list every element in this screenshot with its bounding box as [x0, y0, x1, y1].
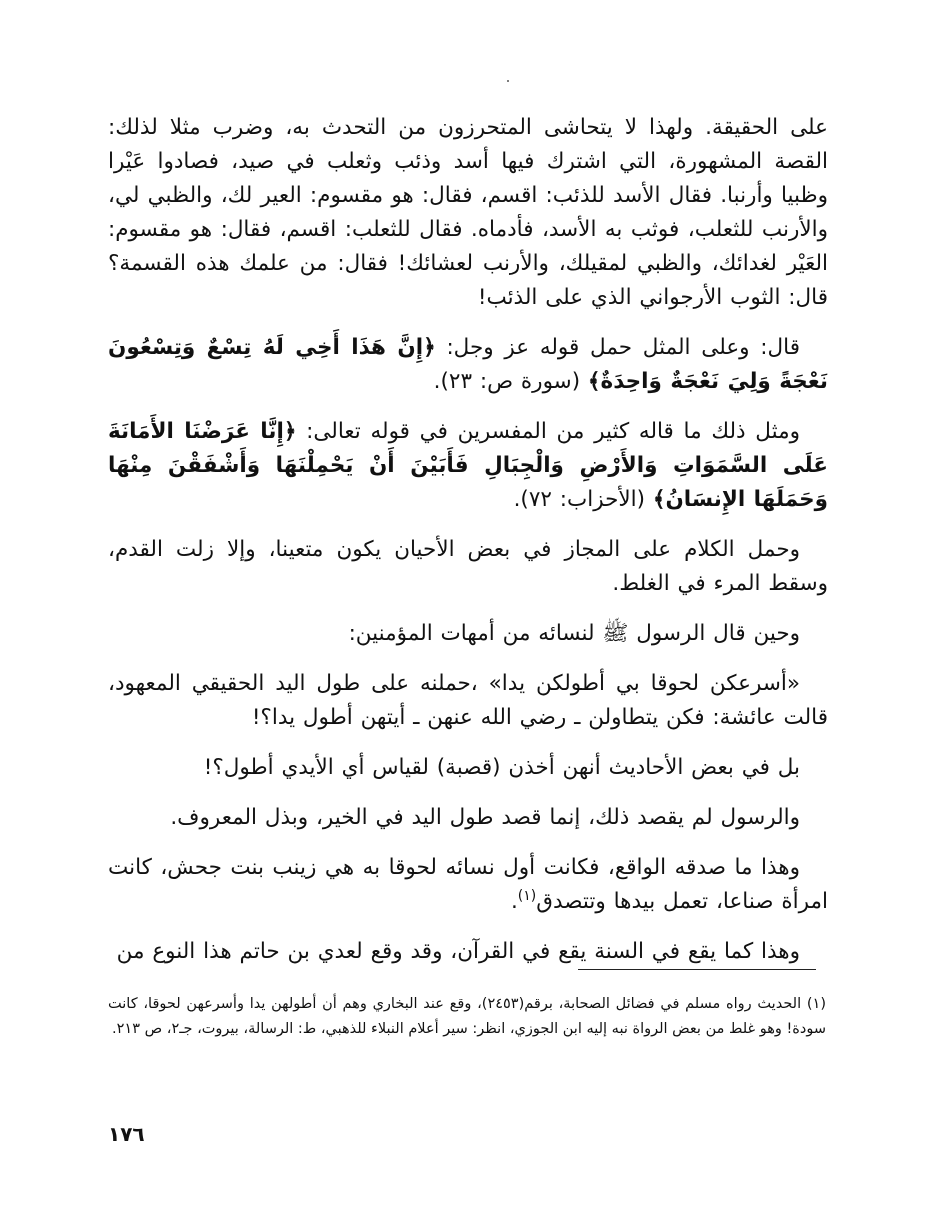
paragraph-2 [108, 331, 828, 399]
paragraph-2-citation: (سورة ص: ٢٣). [433, 369, 588, 394]
paragraph-5-text: وحين قال الرسول ﷺ لنسائه من أمهات المؤمنين: [348, 621, 800, 646]
paragraph-6 [108, 667, 828, 735]
scan-speck [507, 80, 509, 82]
footnote-1: (١) الحديث رواه مسلم في فضائل الصحابة، برقم(٢٤٥٣)، وقع عند البخاري وهم أن أطولهن يدا وأسرعهن لحوقا، كانت سودة! وهو غلط من بعض الرواة نبه إليه ابن الجوزي، انظر: سير أعلام النبلاء للذهبي، ط: الرسالة، بيروت، جـ٢، ص ٢١٣. [108, 996, 827, 1037]
paragraph-9-tail: . [510, 889, 518, 914]
paragraph-3 [108, 415, 828, 517]
paragraph-7 [108, 751, 828, 785]
paragraph-9 [108, 851, 828, 919]
paragraph-2-lead: قال: وعلى المثل حمل قوله عز وجل: [435, 335, 800, 360]
paragraph-5 [108, 617, 828, 651]
paragraph-3-citation: (الأحزاب: ٧٢). [513, 487, 653, 512]
quran-verse-ahzab: ﴿إِنَّا عَرَضْنَا الأَمَانَةَ عَلَى السَّمَوَاتِ وَالأَرْضِ وَالْجِبَالِ فَأَبَيْنَ أَنْ يَحْمِلْنَهَا وَأَشْفَقْنَ مِنْهَا وَحَمَلَهَا الإِنسَانُ﴾ [108, 419, 828, 512]
footnote-reference[interactable]: (١) [517, 887, 537, 904]
quran-verse-sad: ﴿إِنَّ هَذَا أَخِي لَهُ تِسْعٌ وَتِسْعُونَ نَعْجَةً وَلِيَ نَعْجَةٌ وَاحِدَةٌ﴾ [108, 335, 828, 394]
paragraph-3-lead: ومثل ذلك ما قاله كثير من المفسرين في قوله تعالى: [296, 419, 800, 444]
paragraph-4-text: وحمل الكلام على المجاز في بعض الأحيان يكون متعينا، وإلا زلت القدم، وسقط المرء في الغلط. [108, 537, 828, 596]
paragraph-6-text: «أسرعكن لحوقا بي أطولكن يدا» ،حملنه على طول اليد الحقيقي المعهود، قالت عائشة: فكن يتطاولن ـ رضي الله عنهن ـ أيتهن أطول يدا؟! [108, 671, 828, 730]
footnote-divider [578, 969, 816, 970]
paragraph-10 [108, 935, 828, 969]
main-text [108, 111, 828, 969]
paragraph-9-text: وهذا ما صدقه الواقع، فكانت أول نسائه لحوقا به هي زينب بنت جحش، كانت امرأة صناعا، تعمل بيدها وتتصدق [108, 855, 828, 914]
paragraph-8 [108, 801, 828, 835]
paragraph-10-text: وهذا كما يقع في السنة يقع في القرآن، وقد وقع لعدي بن حاتم هذا النوع من [116, 939, 800, 964]
paragraph-1 [108, 111, 828, 315]
page-number: ١٧٦ [108, 1122, 145, 1146]
paragraph-8-text: والرسول لم يقصد ذلك، إنما قصد طول اليد في الخير، وبذل المعروف. [170, 805, 800, 830]
paragraph-1-text: على الحقيقة. ولهذا لا يتحاشى المتحرزون من التحدث به، وضرب مثلا لذلك: القصة المشهورة، التي اشترك فيها أسد وذئب وثعلب في صيد، فصادوا عَيْرا وظبيا وأرنبا. فقال الأسد للذئب: اقسم، فقال: هو مقسوم: العير لك، والظبي لي، والأرنب للثعلب، فوثب به الأسد، فأدماه. فقال للثعلب: اقسم، فقال: هو مقسوم: العَيْر لغدائك، والظبي لمقيلك، والأرنب لعشائك! فقال: من علمك هذه القسمة؟ قال: الثوب الأرجواني الذي على الذئب! [108, 115, 828, 310]
paragraph-4 [108, 533, 828, 601]
paragraph-7-text: بل في بعض الأحاديث أنهن أخذن (قصبة) لقياس أي الأيدي أطول؟! [203, 755, 800, 780]
